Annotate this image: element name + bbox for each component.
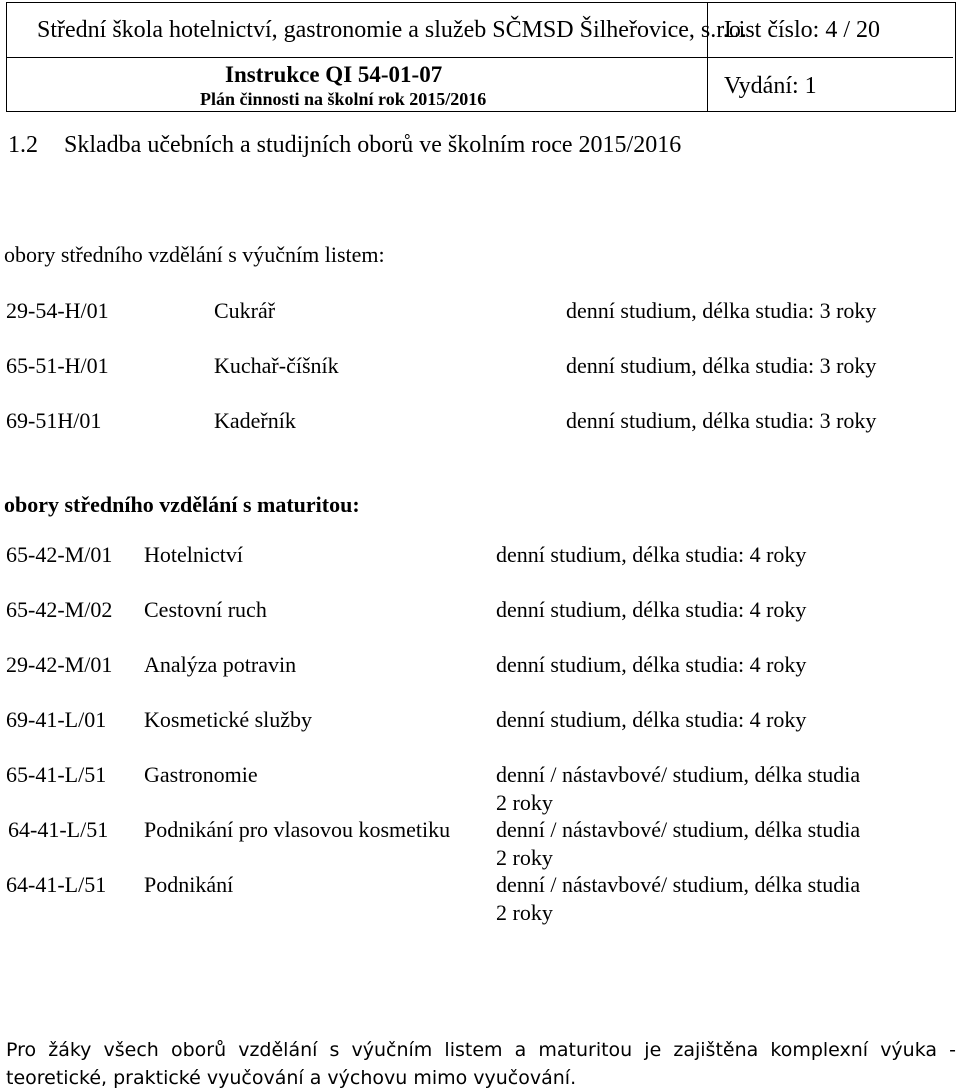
study-info: denní studium, délka studia: 3 roky [566, 353, 877, 378]
study-info-continued: 2 roky [496, 845, 553, 870]
edition-label: Vydání: 1 [724, 73, 817, 99]
field-name: Kuchař-číšník [214, 353, 339, 378]
field-code: 65-51-H/01 [6, 353, 109, 378]
section-title-text: Skladba učebních a studijních oborů ve školním roce 2015/2016 [64, 132, 682, 158]
footer-line-2: teoretické, praktické vyučování a výchovu mimo vyučování. [6, 1067, 577, 1089]
field-code: 65-42-M/02 [6, 597, 113, 622]
field-code: 64-41-L/51 [8, 817, 109, 842]
study-info: denní studium, délka studia: 3 roky [566, 408, 877, 433]
study-info: denní studium, délka studia: 4 roky [496, 597, 807, 622]
field-name: Gastronomie [144, 762, 258, 787]
section-number: 1.2 [8, 132, 38, 158]
study-info: denní / nástavbové/ studium, délka studia [496, 762, 861, 787]
header-divider-horizontal [7, 57, 953, 58]
field-code: 69-41-L/01 [6, 707, 107, 732]
field-name: Cukrář [214, 298, 276, 323]
field-name: Analýza potravin [144, 652, 297, 677]
field-code: 69-51H/01 [6, 408, 102, 433]
study-info: denní / nástavbové/ studium, délka studia [496, 817, 861, 842]
study-info: denní studium, délka studia: 3 roky [566, 298, 877, 323]
field-code: 65-41-L/51 [6, 762, 107, 787]
plan-title: Plán činnosti na školní rok 2015/2016 [200, 89, 487, 109]
field-name: Podnikání pro vlasovou kosmetiku [144, 817, 451, 842]
field-name: Hotelnictví [144, 542, 243, 567]
vocational-heading: obory středního vzdělání s výučním listem: [4, 242, 385, 267]
field-name: Kadeřník [214, 408, 296, 433]
school-name: Střední škola hotelnictví, gastronomie a služeb SČMSD Šilheřovice, s.r.o. [37, 17, 747, 43]
field-name: Cestovní ruch [144, 597, 267, 622]
study-info: denní studium, délka studia: 4 roky [496, 707, 807, 732]
field-code: 64-41-L/51 [6, 872, 107, 897]
study-info-continued: 2 roky [496, 900, 553, 925]
list-number: List číslo: 4 / 20 [724, 17, 880, 43]
field-code: 29-42-M/01 [6, 652, 113, 677]
maturita-heading: obory středního vzdělání s maturitou: [4, 492, 360, 517]
instruction-code: Instrukce QI 54-01-07 [225, 62, 443, 87]
field-name: Kosmetické služby [144, 707, 313, 732]
footer-paragraph [6, 1036, 956, 1092]
document-header [6, 2, 956, 112]
field-code: 65-42-M/01 [6, 542, 113, 567]
field-name: Podnikání [144, 872, 234, 897]
study-info: denní / nástavbové/ studium, délka studia [496, 872, 861, 897]
study-info: denní studium, délka studia: 4 roky [496, 542, 807, 567]
section-title [8, 132, 681, 159]
study-info-continued: 2 roky [496, 790, 553, 815]
footer-line-1: Pro žáky všech oborů vzdělání s výučním listem a maturitou je zajištěna komplexní výuka - [6, 1039, 956, 1061]
study-info: denní studium, délka studia: 4 roky [496, 652, 807, 677]
field-code: 29-54-H/01 [6, 298, 109, 323]
